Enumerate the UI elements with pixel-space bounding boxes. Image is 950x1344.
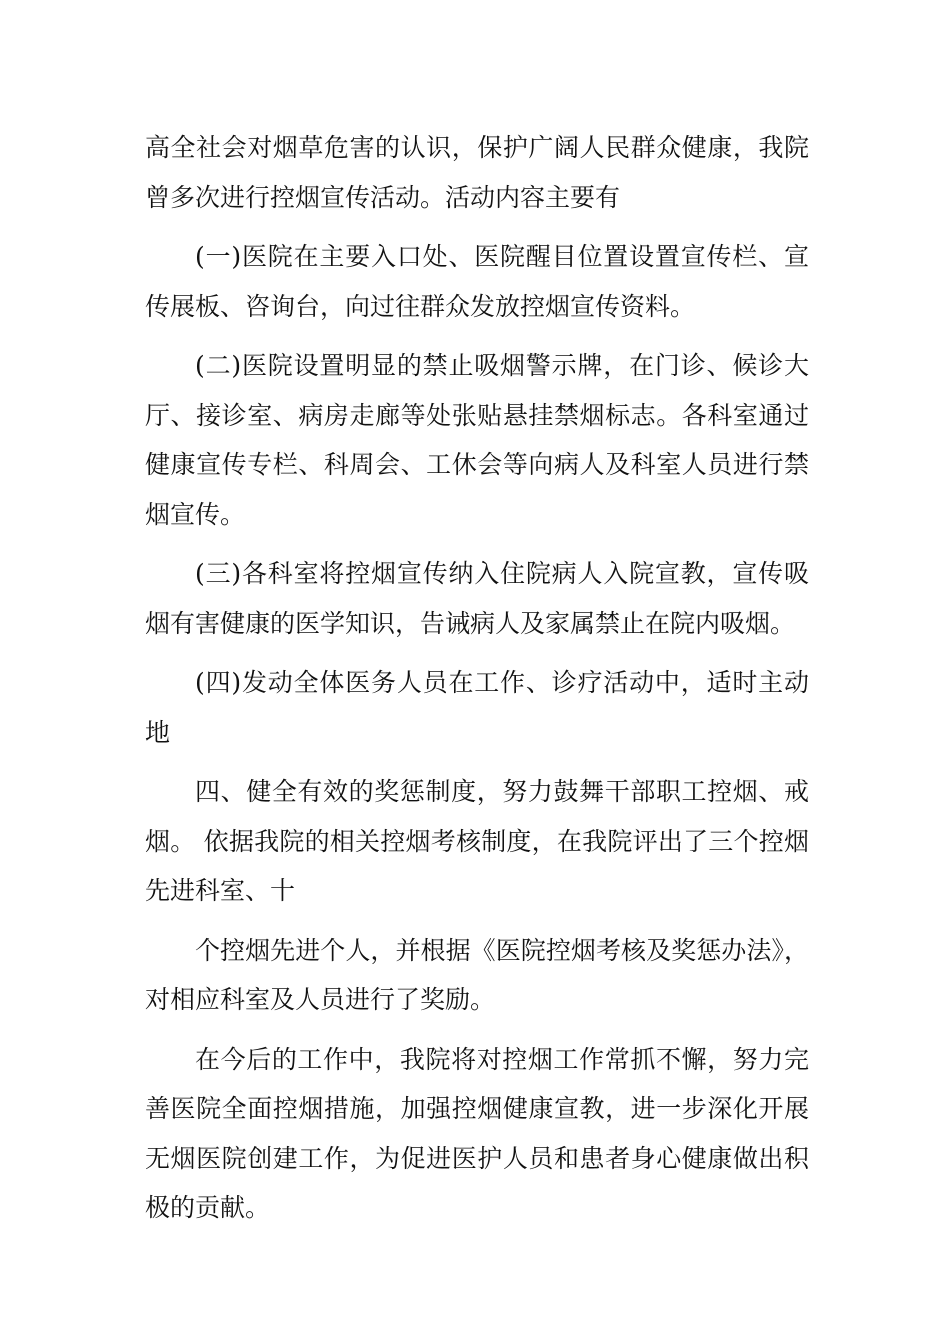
paragraph-7: 个控烟先进个人，并根据《医院控烟考核及奖惩办法》，对相应科室及人员进行了奖励。 — [145, 935, 809, 1014]
paragraph-5: (四)发动全体医务人员在工作、诊疗活动中，适时主动地 — [145, 668, 809, 747]
paragraph-4: (三)各科室将控烟宣传纳入住院病人入院宣教，宣传吸烟有害健康的医学知识，告诫病人及家属禁止在院内吸烟。 — [145, 559, 809, 638]
paragraph-1: 高全社会对烟草危害的认识，保护广阔人民群众健康，我院曾多次进行控烟宣传活动。活动内容主要有 — [145, 133, 809, 212]
paragraph-6: 四、健全有效的奖惩制度，努力鼓舞干部职工控烟、戒烟。 依据我院的相关控烟考核制度，在我院评出了三个控烟先进科室、十 — [145, 777, 809, 905]
document-body — [145, 123, 809, 1233]
paragraph-2: (一)医院在主要入口处、医院醒目位置设置宣传栏、宣传展板、咨询台，向过往群众发放控烟宣传资料。 — [145, 242, 809, 321]
paragraph-8: 在今后的工作中，我院将对控烟工作常抓不懈，努力完善医院全面控烟措施，加强控烟健康宣教，进一步深化开展无烟医院创建工作，为促进医护人员和患者身心健康做出积极的贡献。 — [145, 1044, 809, 1222]
paragraph-3: (二)医院设置明显的禁止吸烟警示牌，在门诊、候诊大厅、接诊室、病房走廊等处张贴悬挂禁烟标志。各科室通过健康宣传专栏、科周会、工休会等向病人及科室人员进行禁烟宣传。 — [145, 351, 809, 529]
